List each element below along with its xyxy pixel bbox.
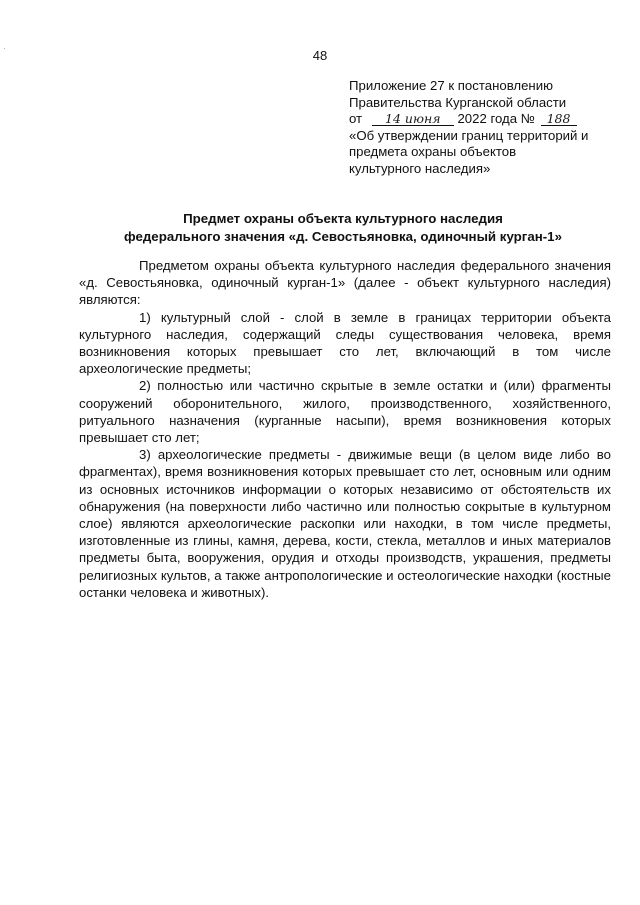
appendix-header <box>349 78 619 177</box>
title-line-2: федерального значения «д. Севостьяновка, одиночный курган-1» <box>124 229 562 244</box>
appendix-line-1: Приложение 27 к постановлению <box>349 78 553 93</box>
document-body <box>79 257 611 601</box>
appendix-line-5: предмета охраны объектов <box>349 144 517 159</box>
page-number: 48 <box>312 48 328 63</box>
paragraph-item-3: 3) археологические предметы - движимые вещи (в целом виде либо во фрагментах), время возникновения которых превышает сто лет, основным или одним из основных источников информации о которых независимо от обстоятельств их обнаружения (на поверхности либо частично или полностью сокрытые в культурном слое) являются археологические раскопки или находки, в том числе предметы, изготовленные из глины, камня, дерева, кости, стекла, металлов и иных материалов предметы быта, вооружения, орудия и отходы производств, украшения, предметы религиозных культов, а также антропологические и остеологические находки (костные останки человека и животных). <box>79 447 611 600</box>
title-line-1: Предмет охраны объекта культурного наследия <box>183 211 503 226</box>
paragraph-item-2: 2) полностью или частично скрытые в земле остатки и (или) фрагменты сооружений оборонительного, жилого, производственного, хозяйственного, ритуального назначения (курганные насыпи), время возникновения которых превышает сто лет; <box>79 378 611 446</box>
appendix-line-4: «Об утверждении границ территорий и <box>349 127 589 143</box>
handwritten-date: 14 июня <box>372 112 454 126</box>
paragraph-intro: Предметом охраны объекта культурного наследия федерального значения «д. Севостьяновка, одиночный курган-1» (далее - объект культурного наследия) являются: <box>79 258 611 308</box>
document-title <box>70 210 616 246</box>
margin-mark: · <box>3 44 6 53</box>
appendix-line-2: Правительства Курганской области <box>349 94 567 110</box>
from-label: от <box>349 111 363 126</box>
handwritten-number: 188 <box>541 112 577 126</box>
appendix-line-6: культурного наследия» <box>349 160 491 176</box>
year-text: 2022 года <box>457 111 518 126</box>
number-label: № <box>520 111 535 126</box>
paragraph-item-1: 1) культурный слой - слой в земле в границах территории объекта культурного наследия, содержащий следы существования человека, время возникновения которых превышает сто лет, включающий в том числе археологические предметы; <box>79 309 611 377</box>
appendix-line-date <box>349 111 619 128</box>
